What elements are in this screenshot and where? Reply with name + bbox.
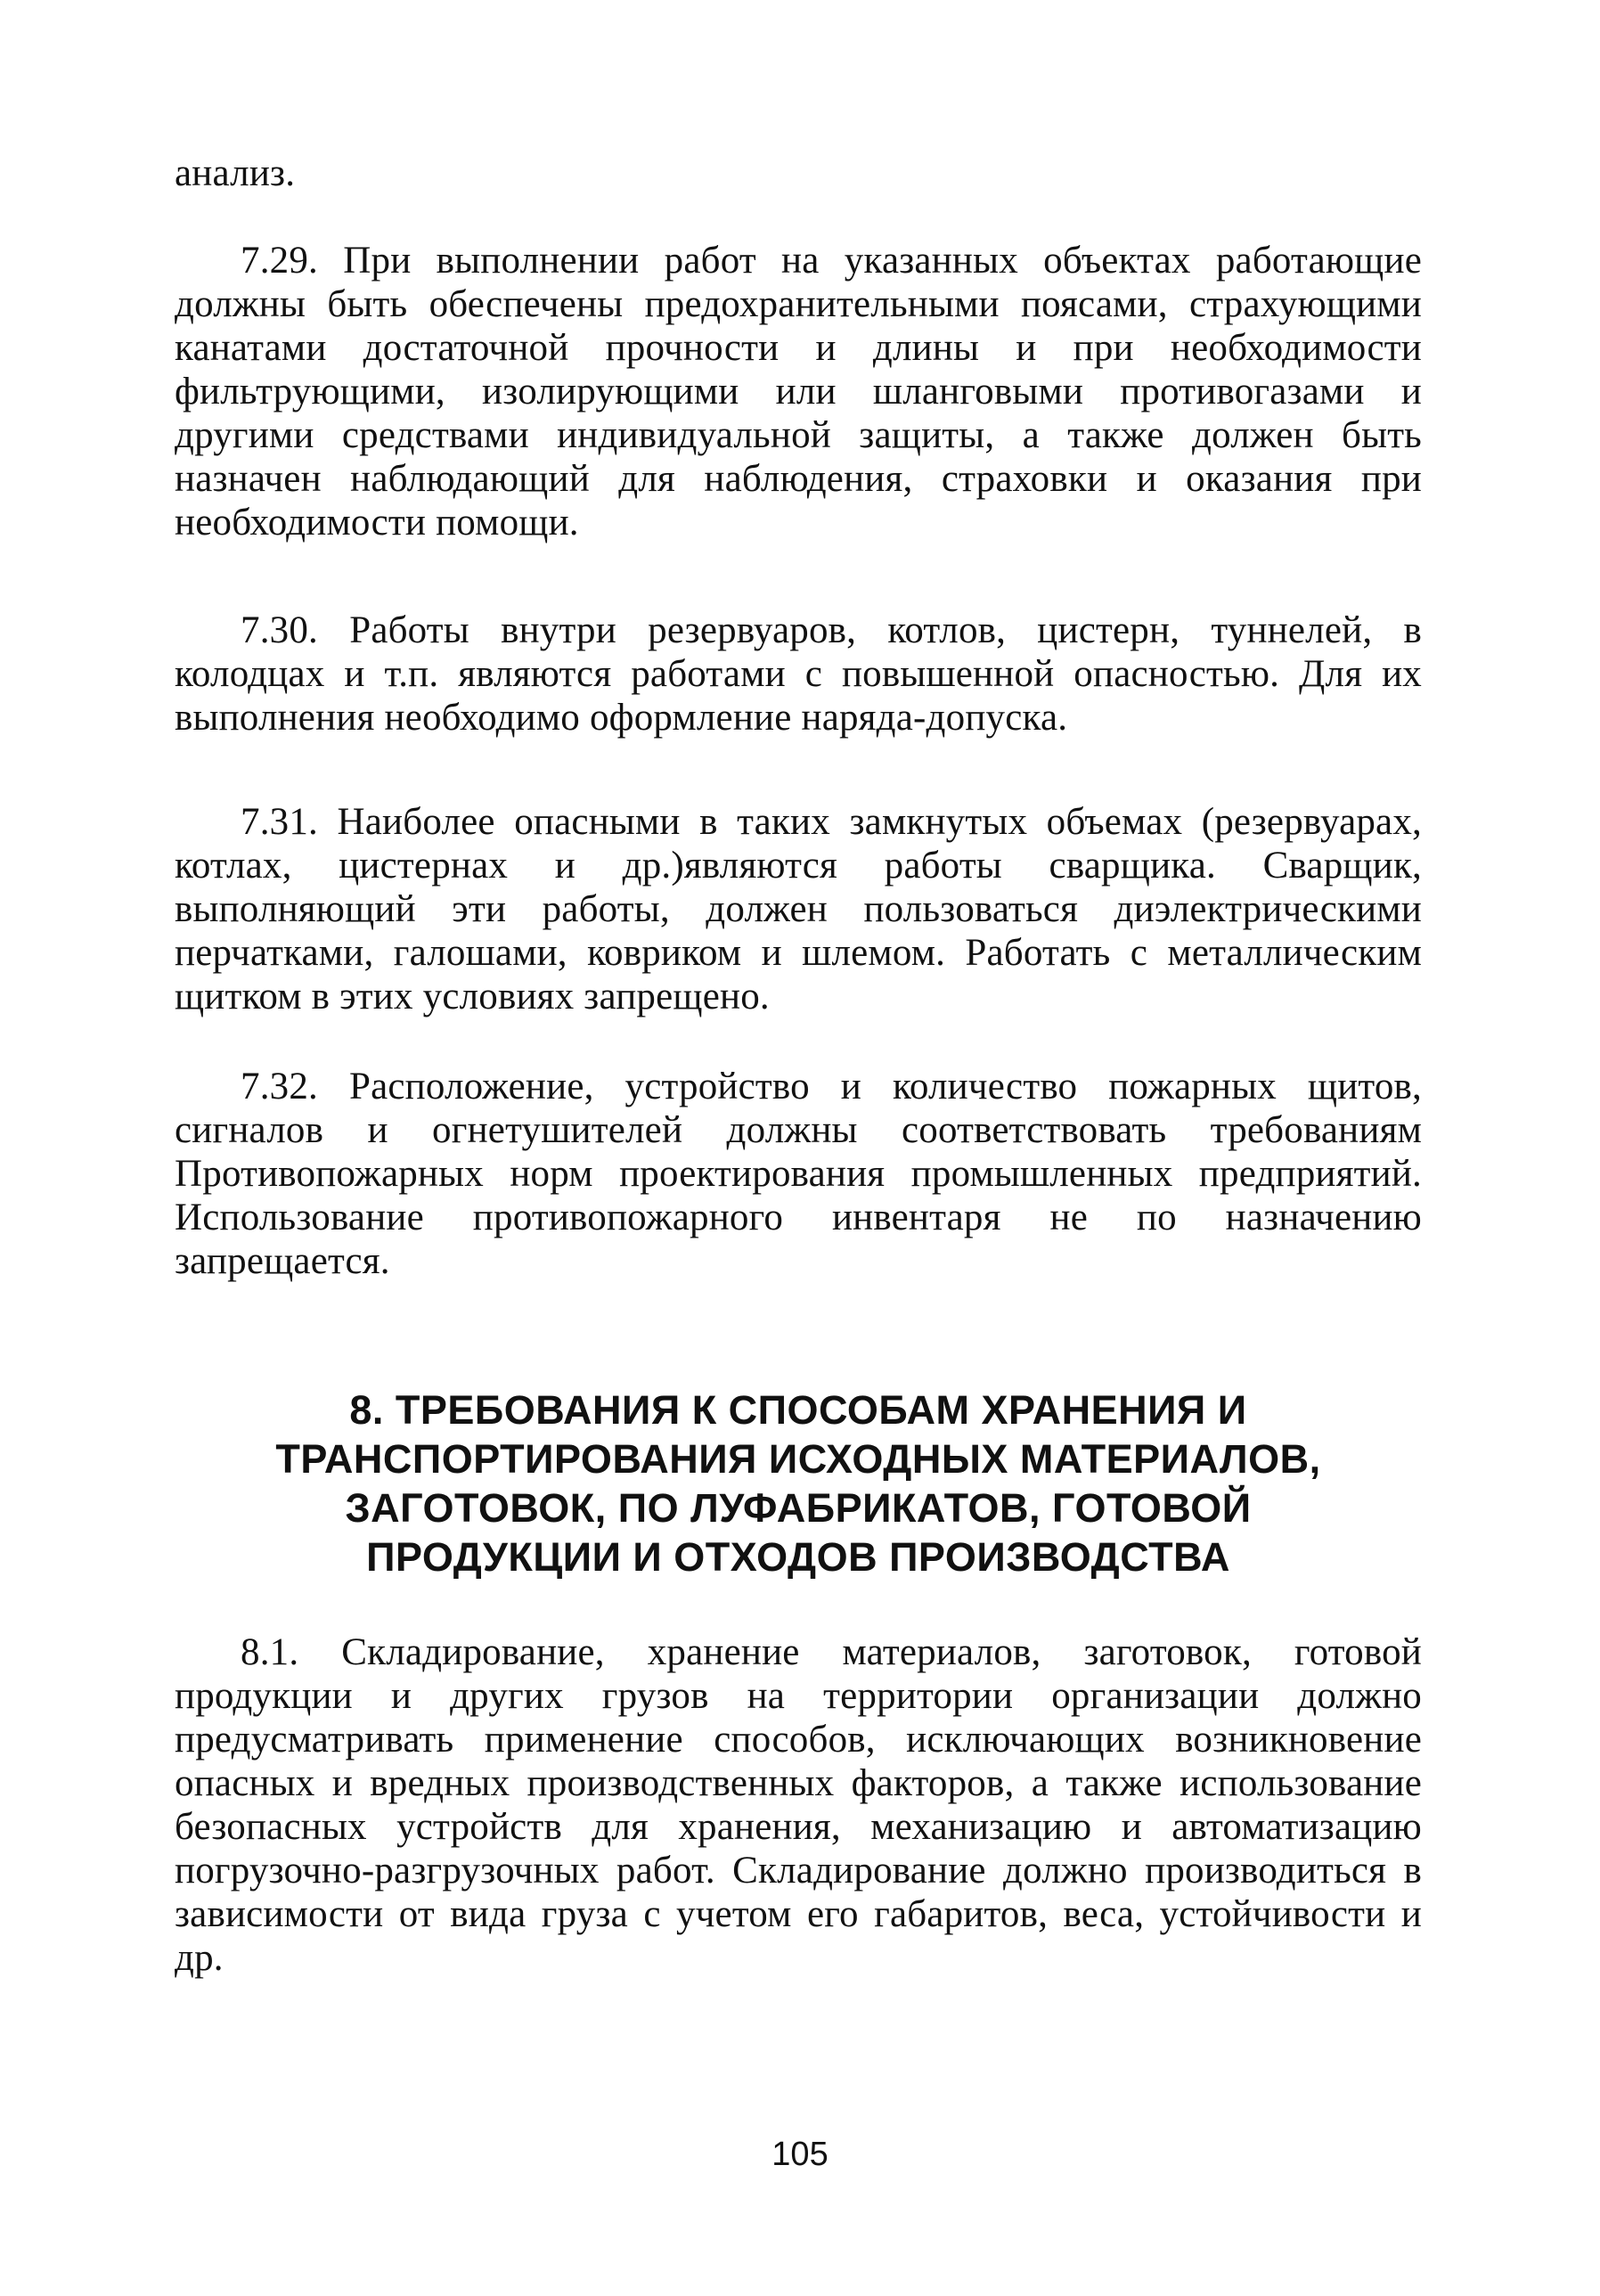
lead-fragment: анализ.: [175, 152, 296, 194]
paragraph-7-31: 7.31. Наиболее опасными в таких замкнутых объемах (резервуарах, котлах, цистернах и др.)являются работы сварщика. Сварщик, выполняющий эти работы, должен пользоваться диэлектрическими перчатками, галошами, ковриком и шлемом. Работать с металлическим щитком в этих условиях запрещено.: [175, 801, 1422, 1017]
paragraph-7-29: 7.29. При выполнении работ на указанных объектах работающие должны быть обеспечены предохранительными поясами, страхующими канатами достаточной прочности и длины и при необходимости фильтрующими, изолирующими или шланговыми противогазами и другими средствами индивидуальной защиты, а также должен быть назначен наблюдающий для наблюдения, страховки и оказания при необходимости помощи.: [175, 240, 1422, 543]
section-8-heading-line-3: ЗАГОТОВОК, ПО ЛУФАБРИКАТОВ, ГОТОВОЙ: [345, 1485, 1252, 1531]
paragraph-8-1: 8.1. Складирование, хранение материалов, заготовок, готовой продукции и других грузов на территории организации должно предусматривать применение способов, исключающих возникновение опасных и вредных производственных факторов, а также использование безопасных устройств для хранения, механизацию и автоматизацию погрузочно-разгрузочных работ. Складирование должно производиться в зависимости от вида груза с учетом его габаритов, веса, устойчивости и др.: [175, 1631, 1422, 1979]
paragraph-7-30: 7.30. Работы внутри резервуаров, котлов, цистерн, туннелей, в колодцах и т.п. являются работами с повышенной опасностью. Для их выполнения необходимо оформление наряда-допуска.: [175, 609, 1422, 739]
page-number: 105: [771, 2136, 829, 2173]
paragraph-7-32: 7.32. Расположение, устройство и количество пожарных щитов, сигналов и огнетушителей должны соответствовать требованиям Противопожарных норм проектирования промышленных предприятий. Использование противопожарного инвентаря не по назначению запрещается.: [175, 1066, 1422, 1282]
section-8-heading-line-1: 8. ТРЕБОВАНИЯ К СПОСОБАМ ХРАНЕНИЯ И: [349, 1387, 1247, 1433]
section-8-heading: [175, 1385, 1422, 1581]
section-8-heading-line-4: ПРОДУКЦИИ И ОТХОДОВ ПРОИЗВОДСТВА: [366, 1534, 1230, 1580]
section-8-heading-line-2: ТРАНСПОРТИРОВАНИЯ ИСХОДНЫХ МАТЕРИАЛОВ,: [275, 1436, 1321, 1482]
